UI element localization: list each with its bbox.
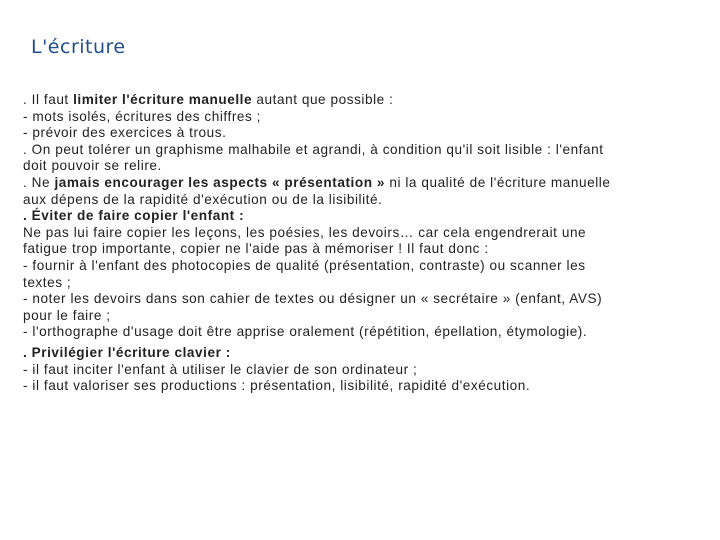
list-item: - il faut valoriser ses productions : présentation, lisibilité, rapidité d'exécution. <box>23 378 531 394</box>
text-run: . Il faut <box>23 92 74 107</box>
paragraph-line: aux dépens de la rapidité d'exécution ou de la lisibilité. <box>23 191 383 207</box>
paragraph-line: Ne pas lui faire copier les leçons, les poésies, les devoirs… car cela engendrerait une <box>23 224 587 240</box>
list-item: pour le faire ; <box>23 307 111 323</box>
list-item: - prévoir des exercices à trous. <box>23 125 227 141</box>
list-item: - l'orthographe d'usage doit être apprise oralement (répétition, épellation, étymologie). <box>23 324 588 340</box>
paragraph-line <box>23 92 713 109</box>
list-item: - fournir à l'enfant des photocopies de qualité (présentation, contraste) ou scanner les <box>23 257 586 273</box>
text-run: . Ne <box>23 174 55 190</box>
list-item: - il faut inciter l'enfant à utiliser le clavier de son ordinateur ; <box>23 361 418 377</box>
paragraph-line: doit pouvoir se relire. <box>23 158 162 174</box>
list-item: textes ; <box>23 274 72 290</box>
emphasis-text: jamais encourager les aspects « présentation » <box>54 174 386 190</box>
section-heading-keyboard: . Privilégier l'écriture clavier : <box>23 344 231 360</box>
section-heading-copy: . Éviter de faire copier l'enfant : <box>23 208 245 224</box>
text-run: ni la qualité de l'écriture manuelle <box>385 174 611 190</box>
paragraph-line: . On peut tolérer un graphisme malhabile et agrandi, à condition qu'il soit lisible : l'enfant <box>23 141 604 157</box>
document-body <box>23 92 713 395</box>
page-title: L'écriture <box>31 36 126 58</box>
list-item: - mots isolés, écritures des chiffres ; <box>23 108 262 124</box>
paragraph-line <box>23 175 713 192</box>
emphasis-text: limiter l'écriture manuelle <box>73 92 253 107</box>
paragraph-line: fatigue trop importante, copier ne l'aide pas à mémoriser ! Il faut donc : <box>23 241 489 257</box>
list-item: - noter les devoirs dans son cahier de textes ou désigner un « secrétaire » (enfant, AVS) <box>23 291 603 307</box>
text-run: autant que possible : <box>252 92 394 107</box>
